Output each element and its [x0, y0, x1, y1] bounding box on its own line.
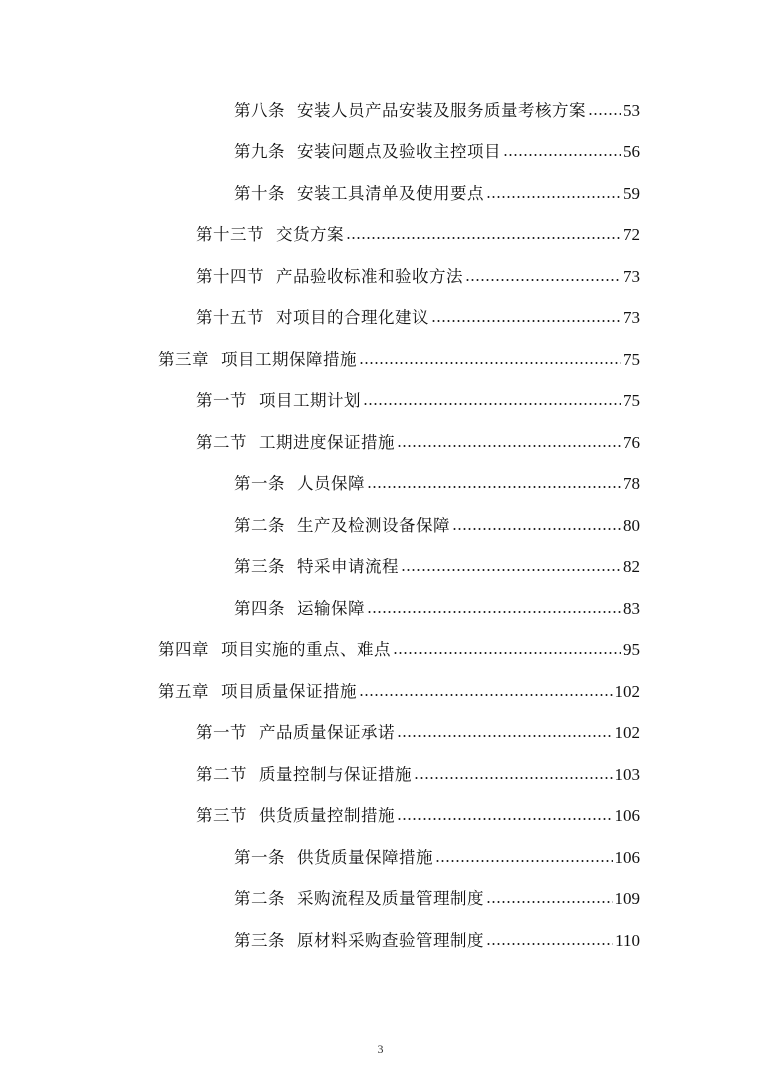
toc-entry-number: 第三条 — [234, 557, 285, 577]
toc-entry-title: 工期进度保证措施 — [259, 432, 395, 452]
toc-entry-title: 项目实施的重点、难点 — [221, 640, 391, 660]
toc-entry-title: 对项目的合理化建议 — [276, 308, 429, 328]
dot-leader — [397, 734, 613, 738]
toc-entry-page: 83 — [623, 598, 640, 618]
toc-entry[interactable] — [0, 298, 761, 340]
toc-entry-page: 75 — [623, 391, 640, 411]
toc-entry-title: 人员保障 — [297, 474, 365, 494]
toc-entry[interactable] — [0, 173, 761, 215]
toc-entry[interactable] — [0, 588, 761, 630]
dot-leader — [465, 278, 621, 282]
dot-leader — [359, 361, 621, 365]
toc-entry-number: 第一条 — [234, 847, 285, 867]
toc-entry-page: 103 — [614, 764, 640, 784]
toc-entry-number: 第一条 — [234, 474, 285, 494]
dot-leader — [486, 900, 613, 904]
dot-leader — [431, 319, 621, 323]
toc-entry-number: 第十五节 — [196, 308, 264, 328]
toc-entry-title: 原材料采购查验管理制度 — [297, 930, 484, 950]
toc-entry-page: 72 — [623, 225, 640, 245]
dot-leader — [435, 859, 613, 863]
toc-entry[interactable] — [0, 464, 761, 506]
toc-entry-title: 项目工期保障措施 — [221, 349, 357, 369]
dot-leader — [359, 693, 613, 697]
toc-entry-title: 生产及检测设备保障 — [297, 515, 450, 535]
toc-entry-number: 第十四节 — [196, 266, 264, 286]
toc-entry-page: 102 — [614, 723, 640, 743]
toc-entry-title: 项目工期计划 — [259, 391, 361, 411]
toc-entry-number: 第三节 — [196, 806, 247, 826]
toc-entry-number: 第三条 — [234, 930, 285, 950]
dot-leader — [414, 776, 613, 780]
dot-leader — [486, 195, 621, 199]
page-number: 3 — [377, 1042, 384, 1056]
toc-entry[interactable] — [0, 630, 761, 672]
toc-entry-number: 第三章 — [158, 349, 209, 369]
toc-entry-number: 第一节 — [196, 723, 247, 743]
toc-entry[interactable] — [0, 422, 761, 464]
toc-entry-title: 安装工具清单及使用要点 — [297, 183, 484, 203]
toc-entry[interactable] — [0, 90, 761, 132]
toc-entry-title: 项目质量保证措施 — [221, 681, 357, 701]
toc-entry-number: 第四章 — [158, 640, 209, 660]
toc-entry-title: 产品验收标准和验收方法 — [276, 266, 463, 286]
dot-leader — [346, 236, 621, 240]
toc-entry-title: 供货质量保障措施 — [297, 847, 433, 867]
toc-entry[interactable] — [0, 339, 761, 381]
dot-leader — [367, 610, 621, 614]
toc-entry[interactable] — [0, 215, 761, 257]
dot-leader — [363, 402, 621, 406]
toc-entry-page: 76 — [623, 432, 640, 452]
toc-entry[interactable] — [0, 671, 761, 713]
toc-entry-number: 第五章 — [158, 681, 209, 701]
dot-leader — [397, 817, 613, 821]
toc-entry-page: 106 — [614, 847, 640, 867]
dot-leader — [367, 485, 621, 489]
toc-entry-number: 第二节 — [196, 432, 247, 452]
dot-leader — [397, 444, 621, 448]
dot-leader — [588, 112, 621, 116]
table-of-contents — [0, 90, 761, 962]
toc-entry[interactable] — [0, 547, 761, 589]
toc-entry-number: 第八条 — [234, 100, 285, 120]
toc-entry-title: 特采申请流程 — [297, 557, 399, 577]
toc-entry-page: 80 — [623, 515, 640, 535]
toc-entry-page: 53 — [623, 100, 640, 120]
toc-entry[interactable] — [0, 256, 761, 298]
toc-entry-page: 59 — [623, 183, 640, 203]
toc-entry-title: 供货质量控制措施 — [259, 806, 395, 826]
toc-entry-number: 第四条 — [234, 598, 285, 618]
toc-entry[interactable] — [0, 381, 761, 423]
toc-entry-page: 82 — [623, 557, 640, 577]
toc-entry-page: 56 — [623, 142, 640, 162]
toc-entry-number: 第十三节 — [196, 225, 264, 245]
toc-entry-number: 第二条 — [234, 889, 285, 909]
toc-entry-title: 安装问题点及验收主控项目 — [297, 142, 501, 162]
toc-entry-number: 第十条 — [234, 183, 285, 203]
toc-entry-page: 110 — [615, 930, 640, 950]
toc-entry[interactable] — [0, 754, 761, 796]
toc-entry[interactable] — [0, 505, 761, 547]
toc-entry-title: 运输保障 — [297, 598, 365, 618]
toc-entry[interactable] — [0, 837, 761, 879]
toc-entry-number: 第二节 — [196, 764, 247, 784]
toc-entry[interactable] — [0, 796, 761, 838]
dot-leader — [401, 568, 621, 572]
dot-leader — [393, 651, 621, 655]
toc-entry-title: 安装人员产品安装及服务质量考核方案 — [297, 100, 586, 120]
dot-leader — [452, 527, 621, 531]
toc-entry[interactable] — [0, 879, 761, 921]
dot-leader — [503, 153, 621, 157]
toc-entry-title: 交货方案 — [276, 225, 344, 245]
toc-entry-page: 95 — [623, 640, 640, 660]
toc-entry-page: 78 — [623, 474, 640, 494]
toc-entry-number: 第二条 — [234, 515, 285, 535]
toc-entry[interactable] — [0, 132, 761, 174]
toc-entry-page: 102 — [614, 681, 640, 701]
toc-entry-page: 109 — [614, 889, 640, 909]
toc-entry-page: 106 — [614, 806, 640, 826]
toc-entry[interactable] — [0, 920, 761, 962]
toc-entry-page: 73 — [623, 308, 640, 328]
dot-leader — [486, 942, 613, 946]
toc-entry-title: 产品质量保证承诺 — [259, 723, 395, 743]
toc-entry-page: 75 — [623, 349, 640, 369]
toc-entry-title: 采购流程及质量管理制度 — [297, 889, 484, 909]
toc-entry-title: 质量控制与保证措施 — [259, 764, 412, 784]
toc-entry-number: 第九条 — [234, 142, 285, 162]
toc-entry[interactable] — [0, 713, 761, 755]
toc-entry-number: 第一节 — [196, 391, 247, 411]
toc-entry-page: 73 — [623, 266, 640, 286]
